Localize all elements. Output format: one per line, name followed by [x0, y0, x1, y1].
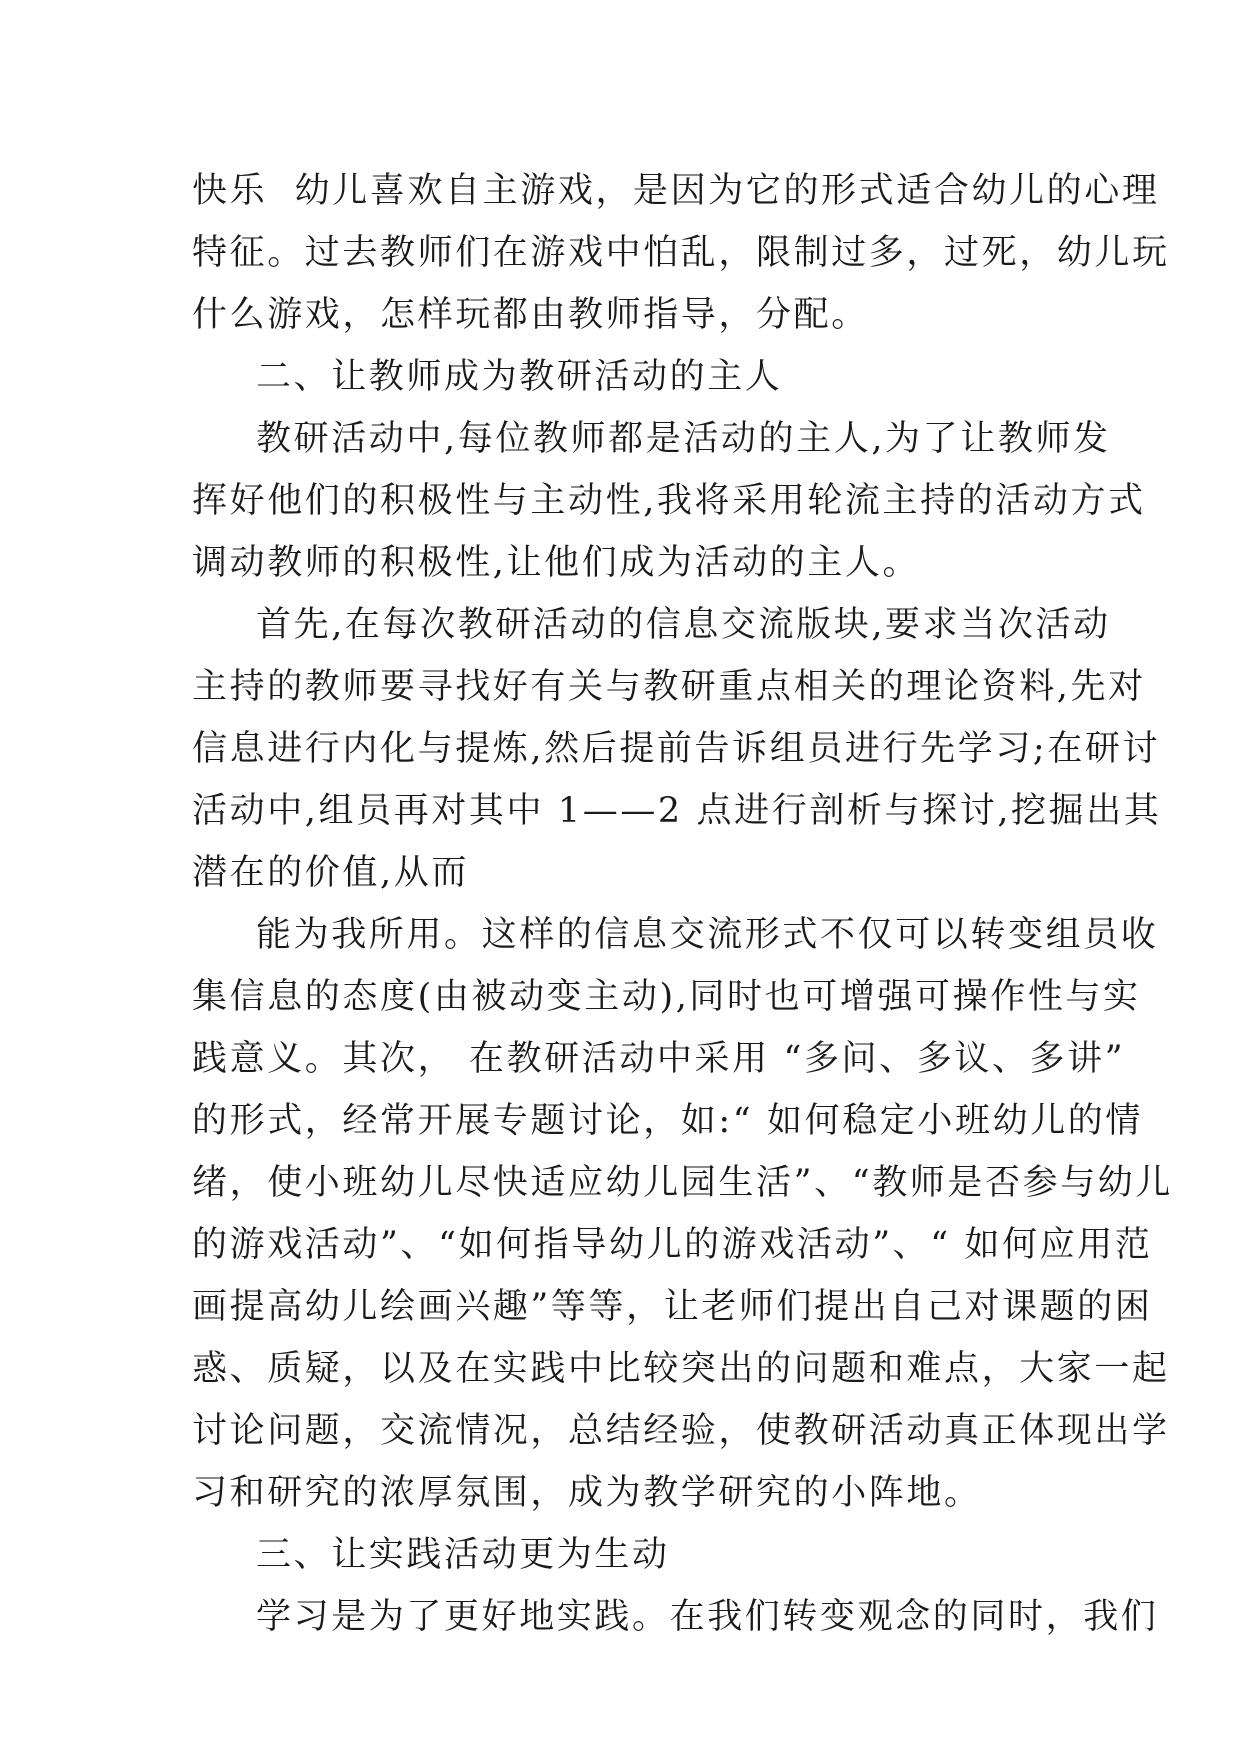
text-line: 特征。过去教师们在游戏中怕乱，限制过多，过死，幼儿玩 [192, 233, 1170, 273]
text-line: 践意义。其次， 在教研活动中采用 “多问、多议、多讲” [192, 1039, 1126, 1079]
text-line: 惑、质疑，以及在实践中比较突出的问题和难点，大家一起 [192, 1349, 1170, 1389]
section-heading-2: 二、让教师成为教研活动的主人 [256, 357, 783, 397]
text-line: 调动教师的积极性,让他们成为活动的主人。 [192, 543, 921, 583]
text-line: 的游戏活动”、“如何指导幼儿的游戏活动”、“ 如何应用范 [192, 1225, 1153, 1265]
text-line: 快乐 幼儿喜欢自主游戏，是因为它的形式适合幼儿的心理 [192, 171, 1160, 211]
text-line: 画提高幼儿绘画兴趣”等等，让老师们提出自己对课题的困 [192, 1287, 1153, 1327]
text-line: 信息进行内化与提炼,然后提前告诉组员进行先学习;在研讨 [192, 729, 1161, 769]
document-body [192, 160, 1173, 1648]
text-line: 讨论问题，交流情况，总结经验，使教研活动真正体现出学 [192, 1411, 1170, 1451]
text-line: 的形式，经常开展专题讨论，如:“ 如何稳定小班幼儿的情 [192, 1101, 1144, 1141]
paragraph-start: 学习是为了更好地实践。在我们转变观念的同时，我们 [256, 1597, 1159, 1637]
section-heading-3: 三、让实践活动更为生动 [256, 1535, 670, 1575]
text-line: 活动中,组员再对其中 1——2 点进行剖析与探讨,挖掘出其 [192, 791, 1162, 831]
text-line: 集信息的态度(由被动变主动),同时也可增强可操作性与实 [192, 977, 1141, 1017]
text-line: 什么游戏，怎样玩都由教师指导，分配。 [192, 295, 869, 335]
text-line: 主持的教师要寻找好有关与教研重点相关的理论资料,先对 [192, 667, 1146, 707]
text-line: 挥好他们的积极性与主动性,我将采用轮流主持的活动方式 [192, 481, 1146, 521]
text-line: 习和研究的浓厚氛围，成为教学研究的小阵地。 [192, 1473, 982, 1513]
text-line: 绪，使小班幼儿尽快适应幼儿园生活”、“教师是否参与幼儿 [192, 1163, 1173, 1203]
paragraph-start: 能为我所用。这样的信息交流形式不仅可以转变组员收 [256, 915, 1159, 955]
paragraph-start: 首先,在每次教研活动的信息交流版块,要求当次活动 [256, 605, 1111, 645]
paragraph-start: 教研活动中,每位教师都是活动的主人,为了让教师发 [256, 419, 1111, 459]
text-line: 潜在的价值,从而 [192, 853, 469, 893]
